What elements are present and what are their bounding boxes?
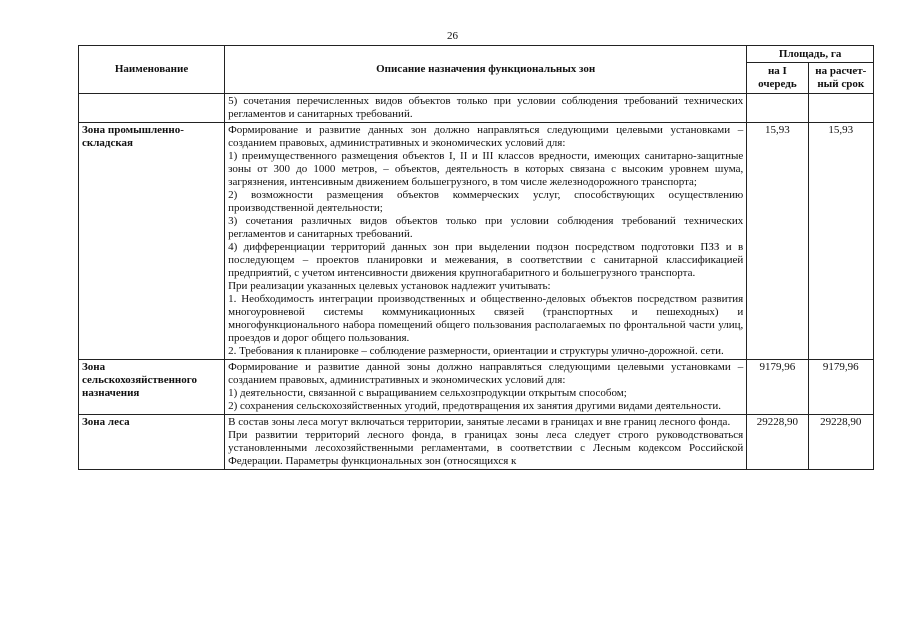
continuation-calc-cell: [808, 94, 873, 123]
area-first-stage: 29228,90: [747, 415, 808, 470]
description-paragraph: 1) деятельности, связанной с выращиванием сельхозпродукции открытым способом;: [228, 387, 627, 399]
header-description: Описание назначения функциональных зон: [225, 46, 747, 94]
header-calc-period: на расчет-ный срок: [808, 63, 873, 94]
header-area: Площадь, га: [747, 46, 874, 63]
description-paragraph: 2) сохранения сельскохозяйственных угодий, предотвращения их занятия другими видами деятельности.: [228, 400, 721, 412]
area-calc-period: 15,93: [808, 123, 873, 360]
zone-description: [225, 360, 747, 415]
description-paragraph: В состав зоны леса могут включаться территории, занятые лесами в границах и вне границ лесного фонда.: [228, 416, 731, 428]
continuation-first-cell: [747, 94, 808, 123]
area-calc-period: 29228,90: [808, 415, 873, 470]
zone-name: Зона промышленно-складская: [79, 123, 225, 360]
description-paragraph: 1) преимущественного размещения объектов I, II и III классов вредности, имеющих санитарно-защитные зоны от 300 до 1000 метров, – объектов, деятельность в которых связана с высоким уровнем шума, загрязнения, интенсивным движением большегрузного, в том числе железнодорожного транспорта;: [228, 150, 744, 188]
area-first-stage: 9179,96: [747, 360, 808, 415]
page-number: 26: [447, 30, 458, 42]
zone-description: [225, 123, 747, 360]
continuation-name-cell: [79, 94, 225, 123]
header-row-1: [79, 46, 874, 63]
table-row: [79, 360, 874, 415]
header-first-stage: на I очередь: [747, 63, 808, 94]
area-calc-period: 9179,96: [808, 360, 873, 415]
continuation-row: [79, 94, 874, 123]
description-paragraph: 2. Требования к планировке – соблюдение размерности, ориентации и структуры улично-дорожной. сети.: [228, 345, 724, 357]
description-paragraph: При развитии территорий лесного фонда, в границах зоны леса следует строго руководствоваться установленными лесохозяйственными регламентами, в соответствии с Лесным кодексом Российской Федерации. Параметры функциональных зон (относящихся к: [228, 429, 744, 467]
description-paragraph: 1. Необходимость интеграции производственных и общественно-деловых объектов посредством развития многоуровневой системы коммуникационных связей (транспортных и пешеходных) и многофункционального набора помещений общего пользования располагаемых по фронтальной части улиц, проездов и дорог общего пользования.: [228, 293, 744, 344]
continuation-text: 5) сочетания перечисленных видов объектов только при условии соблюдения требований технических регламентов и санитарных требований.: [225, 94, 747, 123]
header-name: Наименование: [79, 46, 225, 94]
description-paragraph: Формирование и развитие данной зоны должно направляться следующими целевыми установками – созданием правовых, административных и экономических условий для:: [228, 361, 744, 386]
zones-table: [78, 45, 874, 470]
area-first-stage: 15,93: [747, 123, 808, 360]
description-paragraph: 4) дифференциации территорий данных зон при выделении подзон посредством подготовки ПЗЗ и в последующем – проектов планировки и межевания, в соответствии с санитарной классификацией предприятий, с учетом интенсивности движения крупногабаритного и большегрузного транспорта.: [228, 241, 744, 279]
description-paragraph: При реализации указанных целевых установок надлежит учитывать:: [228, 280, 551, 292]
description-paragraph: Формирование и развитие данных зон должно направляться следующими целевыми установками – созданием правовых, административных и экономических условий для:: [228, 124, 744, 149]
table-row: [79, 123, 874, 360]
description-paragraph: 2) возможности размещения объектов коммерческих услуг, способствующих осуществлению производственной деятельности;: [228, 189, 744, 214]
zone-name: Зона леса: [79, 415, 225, 470]
zone-name: Зона сельскохозяйственного назначения: [79, 360, 225, 415]
table-row: [79, 415, 874, 470]
zone-description: [225, 415, 747, 470]
description-paragraph: 3) сочетания различных видов объектов только при условии соблюдения требований технических регламентов и санитарных требований.: [228, 215, 744, 240]
